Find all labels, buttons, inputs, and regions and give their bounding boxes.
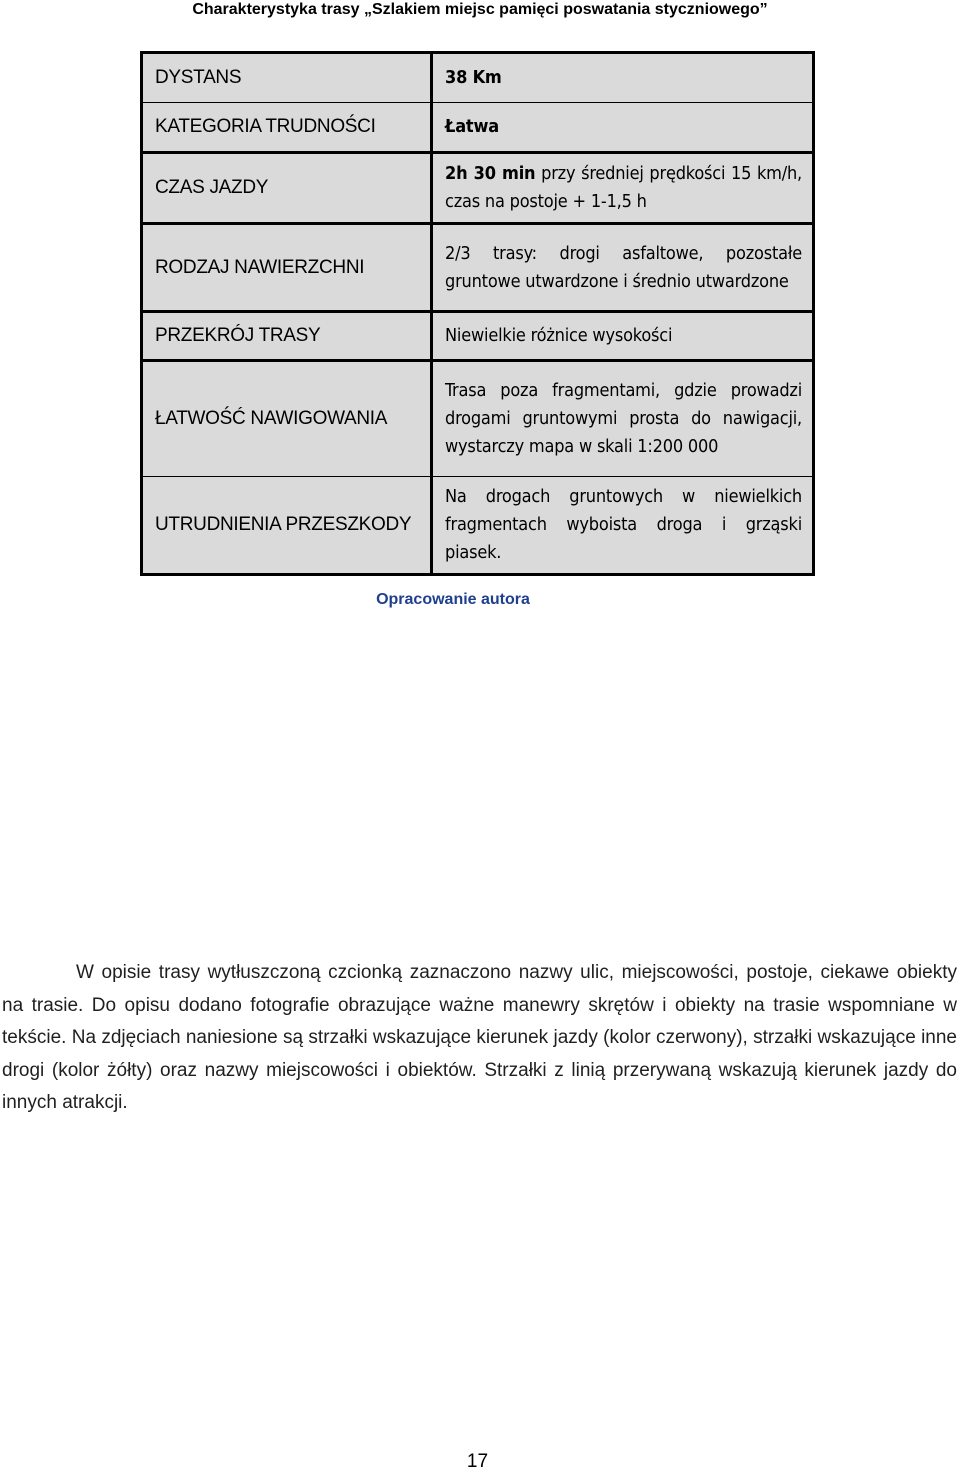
table-row-surface [142, 224, 814, 312]
route-characteristics-table [140, 51, 815, 576]
row-value-distance: 38 Km [432, 53, 814, 103]
row-value-surface: 2/3 trasy: drogi asfaltowe, pozostałe gruntowe utwardzone i średnio utwardzone [432, 224, 814, 312]
row-label-obstacles: UTRUDNIENIA PRZESZKODY [142, 477, 432, 575]
row-label-navigation: ŁATWOŚĆ NAWIGOWANIA [142, 361, 432, 477]
row-label-difficulty: KATEGORIA TRUDNOŚCI [142, 103, 432, 153]
table-caption: Opracowanie autora [376, 591, 530, 608]
page-number: 17 [466, 1451, 489, 1472]
table-row-ride-time [142, 153, 814, 224]
row-value-navigation: Trasa poza fragmentami, gdzie prowadzi drogami gruntowymi prosta do nawigacji, wystarczy mapa w skali 1:200 000 [432, 361, 814, 477]
table-row-distance [142, 53, 814, 103]
row-value-ride-time [432, 153, 814, 224]
table-row-profile [142, 312, 814, 361]
page-header-title: Charakterystyka trasy „Szlakiem miejsc pamięci poswatania styczniowego” [192, 1, 768, 18]
row-value-obstacles: Na drogach gruntowych w niewielkich fragmentach wyboista droga i grząski piasek. [432, 477, 814, 575]
row-label-ride-time: CZAS JAZDY [142, 153, 432, 224]
table-row-obstacles [142, 477, 814, 575]
table-row-navigation [142, 361, 814, 477]
row-value-difficulty: Łatwa [432, 103, 814, 153]
row-value-profile: Niewielkie różnice wysokości [432, 312, 814, 361]
ride-time-rest: przy średniej prędkości 15 km/h, czas na postoje + 1-1,5 h [445, 163, 802, 212]
table-row-difficulty [142, 103, 814, 153]
body-paragraph: W opisie trasy wytłuszczoną czcionką zaznaczono nazwy ulic, miejscowości, postoje, ciekawe obiekty na trasie. Do opisu dodano fotografie obrazujące ważne manewry skrętów i obiekty na trasie wspomniane w tekście. Na zdjęciach naniesione są strzałki wskazujące kierunek jazdy (kolor czerwony), strzałki wskazujące inne drogi (kolor żółty) oraz nazwy miejscowości i obiektów. Strzałki z linią przerywaną wskazują kierunek jazdy do innych atrakcji. [2, 962, 957, 1113]
ride-time-bold: 2h 30 min [445, 163, 536, 184]
row-label-surface: RODZAJ NAWIERZCHNI [142, 224, 432, 312]
row-label-profile: PRZEKRÓJ TRASY [142, 312, 432, 361]
row-label-distance: DYSTANS [142, 53, 432, 103]
